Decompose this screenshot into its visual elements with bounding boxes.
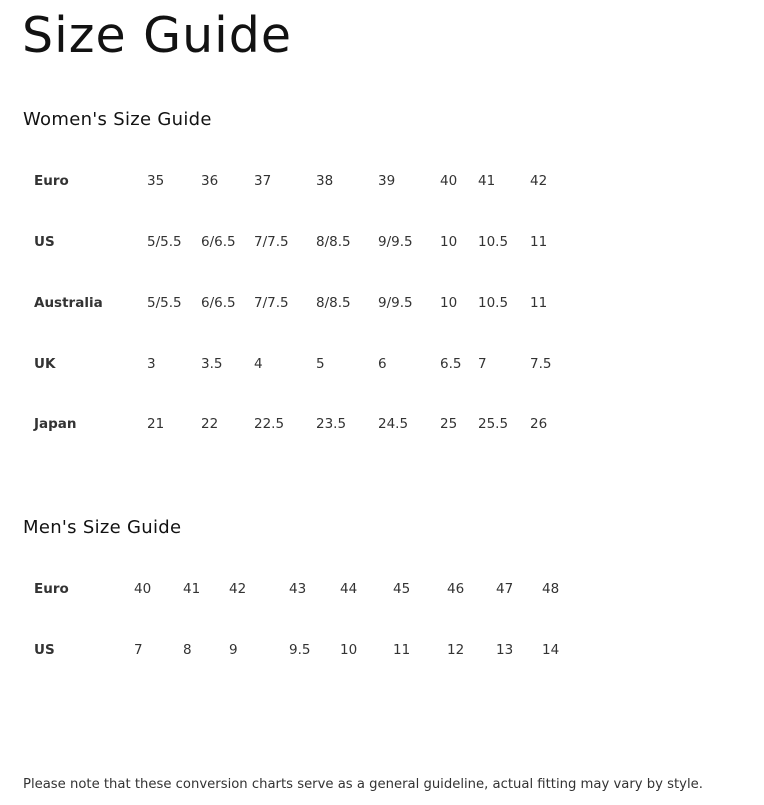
size-cell: 10: [440, 234, 458, 250]
page-title: Size Guide: [22, 7, 293, 64]
mens-row-euro: [0, 578, 764, 600]
size-cell: 25.5: [478, 416, 509, 432]
size-cell: 5: [316, 356, 325, 372]
size-cell: 8: [183, 642, 192, 658]
size-cell: 22: [201, 416, 219, 432]
size-cell: 37: [254, 173, 272, 189]
size-cell: 6/6.5: [201, 234, 236, 250]
size-cell: 44: [340, 581, 358, 597]
size-cell: 6/6.5: [201, 295, 236, 311]
size-cell: 22.5: [254, 416, 285, 432]
row-label: Euro: [34, 173, 69, 189]
row-label: US: [34, 234, 55, 250]
size-cell: 21: [147, 416, 165, 432]
womens-row-australia: [0, 292, 764, 314]
size-cell: 10: [340, 642, 358, 658]
size-cell: 3: [147, 356, 156, 372]
size-cell: 7.5: [530, 356, 552, 372]
row-label: US: [34, 642, 55, 658]
size-cell: 5/5.5: [147, 295, 182, 311]
womens-row-euro: [0, 170, 764, 192]
mens-row-us: [0, 639, 764, 661]
size-cell: 5/5.5: [147, 234, 182, 250]
size-cell: 42: [229, 581, 247, 597]
womens-row-uk: [0, 353, 764, 375]
row-label: UK: [34, 356, 56, 372]
size-cell: 42: [530, 173, 548, 189]
size-cell: 3.5: [201, 356, 223, 372]
size-cell: 36: [201, 173, 219, 189]
size-cell: 4: [254, 356, 263, 372]
mens-size-guide-title: Men's Size Guide: [23, 517, 182, 538]
size-cell: 47: [496, 581, 514, 597]
size-cell: 35: [147, 173, 165, 189]
size-cell: 43: [289, 581, 307, 597]
size-cell: 6.5: [440, 356, 462, 372]
size-cell: 6: [378, 356, 387, 372]
size-cell: 48: [542, 581, 560, 597]
size-cell: 24.5: [378, 416, 409, 432]
size-cell: 10: [440, 295, 458, 311]
row-label: Euro: [34, 581, 69, 597]
size-cell: 25: [440, 416, 458, 432]
size-cell: 14: [542, 642, 560, 658]
size-cell: 8/8.5: [316, 295, 351, 311]
size-cell: 10.5: [478, 234, 509, 250]
size-cell: 7/7.5: [254, 234, 289, 250]
size-cell: 11: [530, 295, 548, 311]
row-label: Japan: [34, 416, 77, 432]
womens-row-us: [0, 231, 764, 253]
size-cell: 40: [440, 173, 458, 189]
size-cell: 41: [478, 173, 496, 189]
size-cell: 9.5: [289, 642, 311, 658]
size-cell: 41: [183, 581, 201, 597]
size-cell: 11: [530, 234, 548, 250]
size-cell: 40: [134, 581, 152, 597]
size-cell: 26: [530, 416, 548, 432]
size-cell: 9/9.5: [378, 234, 413, 250]
size-cell: 11: [393, 642, 411, 658]
size-cell: 9/9.5: [378, 295, 413, 311]
size-cell: 8/8.5: [316, 234, 351, 250]
size-cell: 7: [134, 642, 143, 658]
size-cell: 23.5: [316, 416, 347, 432]
row-label: Australia: [34, 295, 103, 311]
size-cell: 38: [316, 173, 334, 189]
womens-size-guide-title: Women's Size Guide: [23, 109, 212, 130]
size-cell: 9: [229, 642, 238, 658]
size-cell: 7/7.5: [254, 295, 289, 311]
size-cell: 7: [478, 356, 487, 372]
size-cell: 45: [393, 581, 411, 597]
size-cell: 46: [447, 581, 465, 597]
fitting-disclaimer: Please note that these conversion charts serve as a general guideline, actual fitting may vary by style.: [23, 777, 703, 792]
size-cell: 10.5: [478, 295, 509, 311]
size-cell: 39: [378, 173, 396, 189]
womens-row-japan: [0, 413, 764, 435]
size-cell: 13: [496, 642, 514, 658]
size-cell: 12: [447, 642, 465, 658]
